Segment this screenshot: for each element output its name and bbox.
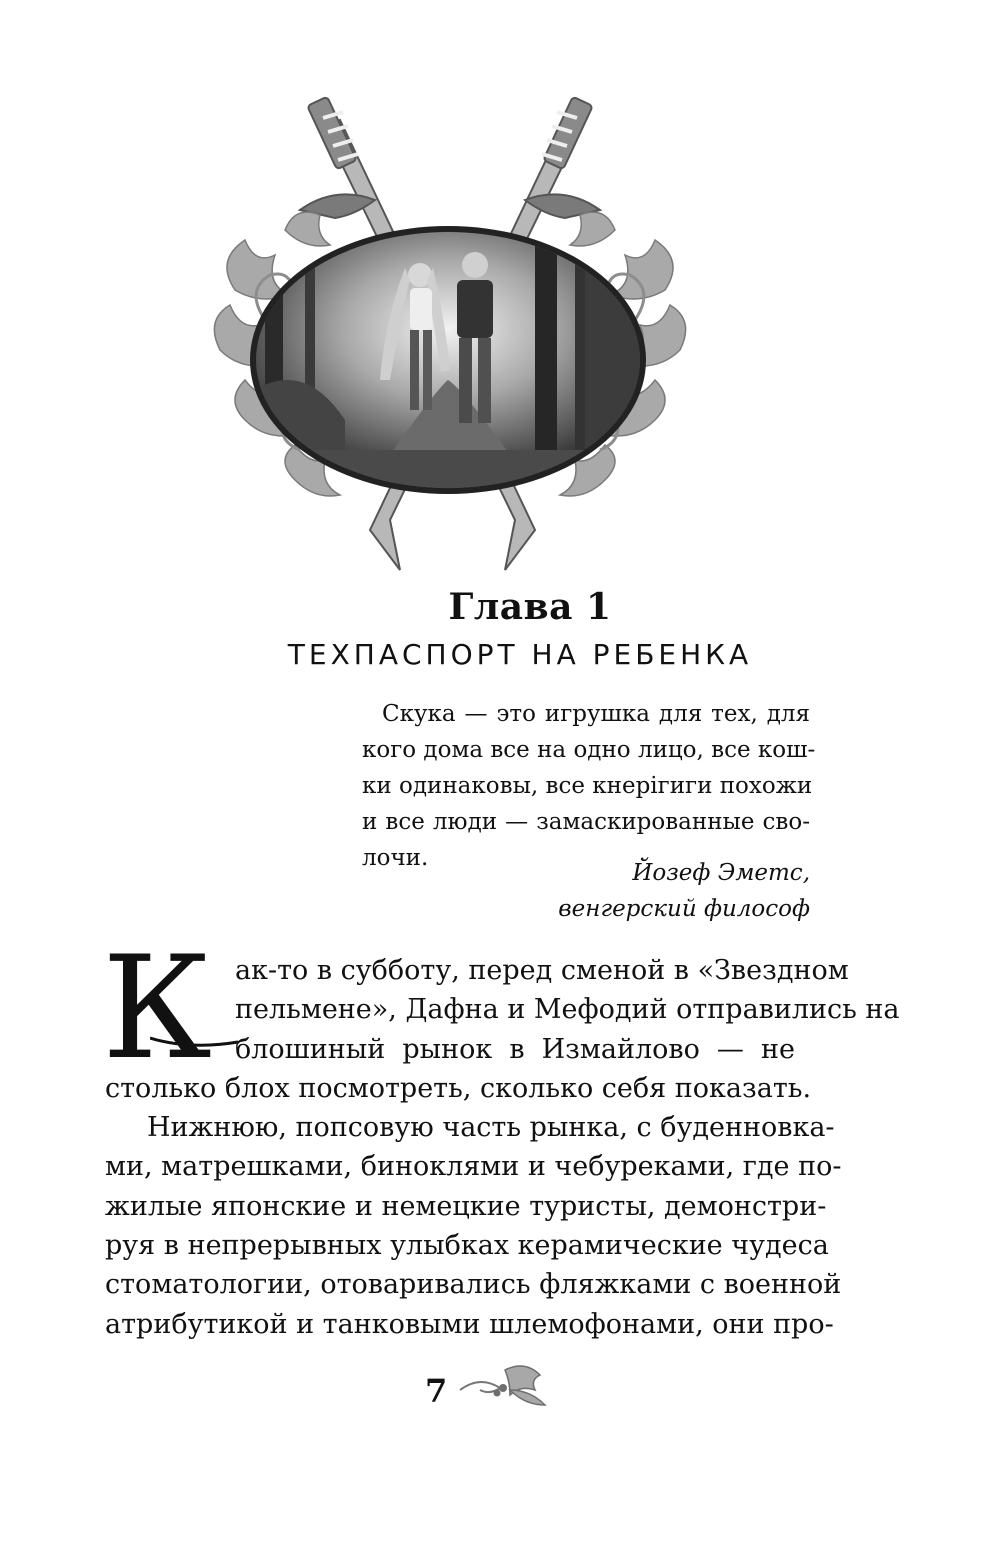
- epigraph-author: Йозеф Эметс,: [632, 860, 810, 886]
- epigraph-line: и все люди — замаскированные сво-: [362, 809, 810, 835]
- epigraph-line: Скука — это игрушка для тех, для: [382, 701, 810, 727]
- epigraph-line: кого дома все на одно лицо, все кош-: [362, 737, 816, 763]
- body-line: жилые японские и немецкие туристы, демонстри-: [105, 1190, 827, 1222]
- body-line: атрибутикой и танковыми шлемофонами, они про-: [105, 1308, 834, 1340]
- epigraph-line: лочи.: [362, 845, 429, 871]
- chapter-illustration: [205, 90, 695, 580]
- epigraph-author-role: венгерский философ: [558, 896, 810, 922]
- body-line: ми, матрешками, биноклями и чебуреками, где по-: [105, 1151, 842, 1183]
- page-number: 7: [425, 1372, 448, 1410]
- chapter-subtitle: ТЕХПАСПОРТ НА РЕБЕНКА: [287, 638, 753, 671]
- body-line: блошиный рынок в Измайлово — не: [235, 1033, 795, 1065]
- epigraph-attribution: [558, 855, 810, 927]
- drop-cap: К: [102, 926, 212, 1091]
- body-text: [105, 951, 900, 1344]
- body-line: руя в непрерывных улыбках керамические чудеса: [105, 1230, 829, 1262]
- epigraph: [362, 696, 816, 876]
- body-line: Нижнюю, попсовую часть рынка, с буденновка-: [147, 1112, 835, 1144]
- body-line: ак-то в субботу, перед сменой в «Звездном: [235, 955, 849, 986]
- body-line: столько блох посмотреть, сколько себя показать.: [105, 1072, 812, 1104]
- body-line: пельмене», Дафна и Мефодий отправились на: [235, 994, 900, 1026]
- chapter-title: Глава 1: [448, 586, 612, 628]
- holly-sprig-icon: [455, 1360, 555, 1410]
- epigraph-line: ки одинаковы, все кнерiгиги похожи: [362, 773, 813, 799]
- body-line: стоматологии, отоваривались фляжками с военной: [105, 1269, 842, 1301]
